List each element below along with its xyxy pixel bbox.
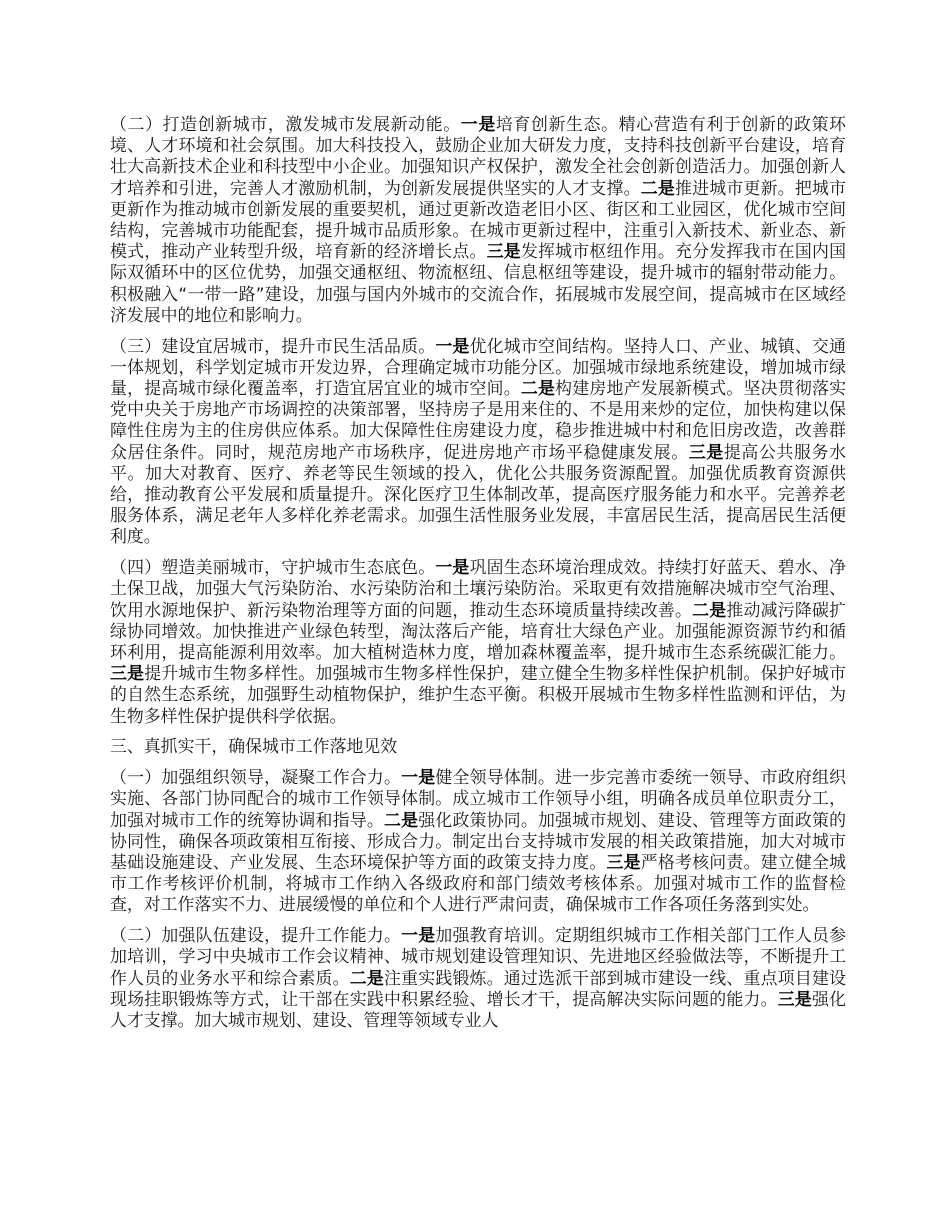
paragraph-text: （四）塑造美丽城市，守护城市生态底色。 <box>110 557 436 578</box>
emphasis-label: 三是 <box>777 988 812 1009</box>
paragraph-text: 强化人才支撑。加大城市规划、建设、管理等领域专业人 <box>110 988 847 1031</box>
emphasis-label: 一是 <box>435 557 470 578</box>
paragraph-text: 巩固生态环境治理成效。持续打好蓝天、碧水、净土保卫战，加强大气污染防治、水污染防治和土壤污染防治。采取更有效措施解决城市空气治理、饮用水源地保护、新污染物治理等方面的问题，推动生态环境质量持续改善。 <box>110 557 847 620</box>
paragraph-text: 健全领导体制。进一步完善市委统一领导、市政府组织实施、各部门协同配合的城市工作领导体制。成立城市工作领导小组，明确各成员单位职责分工，加强对城市工作的统筹协调和指导。 <box>110 767 847 830</box>
paragraph-text: （一）加强组织领导，凝聚工作合力。 <box>110 767 402 788</box>
emphasis-label: 二是 <box>640 177 676 198</box>
section-innovative-city <box>110 114 846 326</box>
section-team-building <box>110 925 846 1031</box>
paragraph-text: 提高公共服务水平。加大对教育、医疗、养老等民生领域的投入，优化公共服务资源配置。加强优质教育资源供给，推动教育公平发展和质量提升。深化医疗卫生体制改革，提高医疗服务能力和水平。完善养老服务体系，满足老年人多样化养老需求。加强生活性服务业发展，丰富居民生活，提高居民生活便利度。 <box>110 441 847 547</box>
emphasis-label: 一是 <box>401 767 436 788</box>
paragraph-text: （三）建设宜居城市，提升市民生活品质。 <box>110 335 436 356</box>
emphasis-label: 三是 <box>110 663 145 684</box>
paragraph-text: （二）加强队伍建设，提升工作能力。 <box>110 925 402 946</box>
emphasis-label: 三是 <box>688 441 724 462</box>
section-livable-city <box>110 336 846 548</box>
paragraph-text: 三、真抓实干，确保城市工作落地见效 <box>110 736 398 757</box>
paragraph-text: 加强教育培训。定期组织城市工作相关部门工作人员参加培训，学习中央城市工作会议精神、城市规划建设管理知识、先进地区经验做法等，不断提升工作人员的业务水平和综合素质。 <box>110 925 847 988</box>
emphasis-label: 一是 <box>401 925 436 946</box>
paragraph-text: 强化政策协同。加强城市规划、建设、管理等方面政策的协同性，确保各项政策相互衔接、形成合力。制定出台支持城市发展的相关政策措施，加大对城市基础设施建设、产业发展、生态环境保护等方面的政策支持力度。 <box>110 809 847 873</box>
emphasis-label: 二是 <box>383 809 419 830</box>
emphasis-label: 二是 <box>692 599 727 620</box>
paragraph-text: 推动减污降碳扩绿协同增效。加快推进产业绿色转型，淘汰落后产能，培育壮大绿色产业。加强能源资源节约和循环利用，提高能源利用效率。加大植树造林力度，增加森林覆盖率，提升城市生态系统碳汇能力。 <box>110 599 847 663</box>
paragraph-text: 推进城市更新。把城市更新作为推动城市创新发展的重要契机，通过更新改造老旧小区、街区和工业园区，优化城市空间结构，完善城市功能配套，提升城市品质形象。在城市更新过程中，注重引入新技术、新业态、新模式，推动产业转型升级，培育新的经济增长点。 <box>110 177 847 262</box>
emphasis-label: 一是 <box>435 335 470 356</box>
paragraph-text: （二）打造创新城市，激发城市发展新动能。 <box>110 114 461 134</box>
paragraph-text: 提升城市生物多样性。加强城市生物多样性保护，建立健全生物多样性保护机制。保护好城市的自然生态系统，加强野生动植物保护，维护生态平衡。积极开展城市生物多样性监测和评估，为生物多样性保护提供科学依据。 <box>110 663 847 726</box>
heading-section-three <box>110 736 846 757</box>
paragraph-text: 严格考核问责。建立健全城市工作考核评价机制，将城市工作纳入各级政府和部门绩效考核体系。加强对城市工作的监督检查，对工作落实不力、进展缓慢的单位和个人进行严肃问责，确保城市工作各项任务落到实处。 <box>110 852 847 915</box>
paragraph-text: 培育创新生态。精心营造有利于创新的政策环境、人才环境和社会氛围。加大科技投入，鼓励企业加大研发力度，支持科技创新平台建设，培育壮大高新技术企业和科技型中小企业。加强知识产权保护，激发全社会创新创造活力。加强创新人才培养和引进，完善人才激励机制，为创新发展提供坚实的人才支撑。 <box>110 114 847 198</box>
section-beautiful-city <box>110 557 846 727</box>
emphasis-label: 三是 <box>486 241 521 262</box>
section-organization-leadership <box>110 767 846 915</box>
paragraph-text: 注重实践锻炼。通过选派干部到城市建设一线、重点项目建设现场挂职锻炼等方式，让干部在实践中积累经验、增长才干，提高解决实际问题的能力。 <box>110 967 847 1009</box>
emphasis-label: 二是 <box>520 378 556 399</box>
emphasis-label: 三是 <box>606 852 641 873</box>
emphasis-label: 二是 <box>349 967 384 988</box>
emphasis-label: 一是 <box>460 114 496 134</box>
paragraph-text: 发挥城市枢纽作用。充分发挥我市在国内国际双循环中的区位优势，加强交通枢纽、物流枢纽、信息枢纽等建设，提升城市的辐射带动能力。积极融入“一带一路”建设，加强与国内外城市的交流合作，拓展城市发展空间，提高城市在区域经济发展中的地位和影响力。 <box>110 241 847 325</box>
paragraph-text: 优化城市空间结构。坚持人口、产业、城镇、交通一体规划，科学划定城市开发边界，合理确定城市功能分区。加强城市绿地系统建设，增加城市绿量，提高城市绿化覆盖率，打造宜居宜业的城市空间。 <box>110 335 847 399</box>
document-page <box>110 114 846 1041</box>
paragraph-text: 构建房地产发展新模式。坚决贯彻落实党中央关于房地产市场调控的决策部署，坚持房子是用来住的、不是用来炒的定位，加快构建以保障性住房为主的住房供应体系。加大保障性住房建设力度，稳步推进城中村和危旧房改造，改善群众居住条件。同时，规范房地产市场秩序，促进房地产市场平稳健康发展。 <box>110 378 847 462</box>
